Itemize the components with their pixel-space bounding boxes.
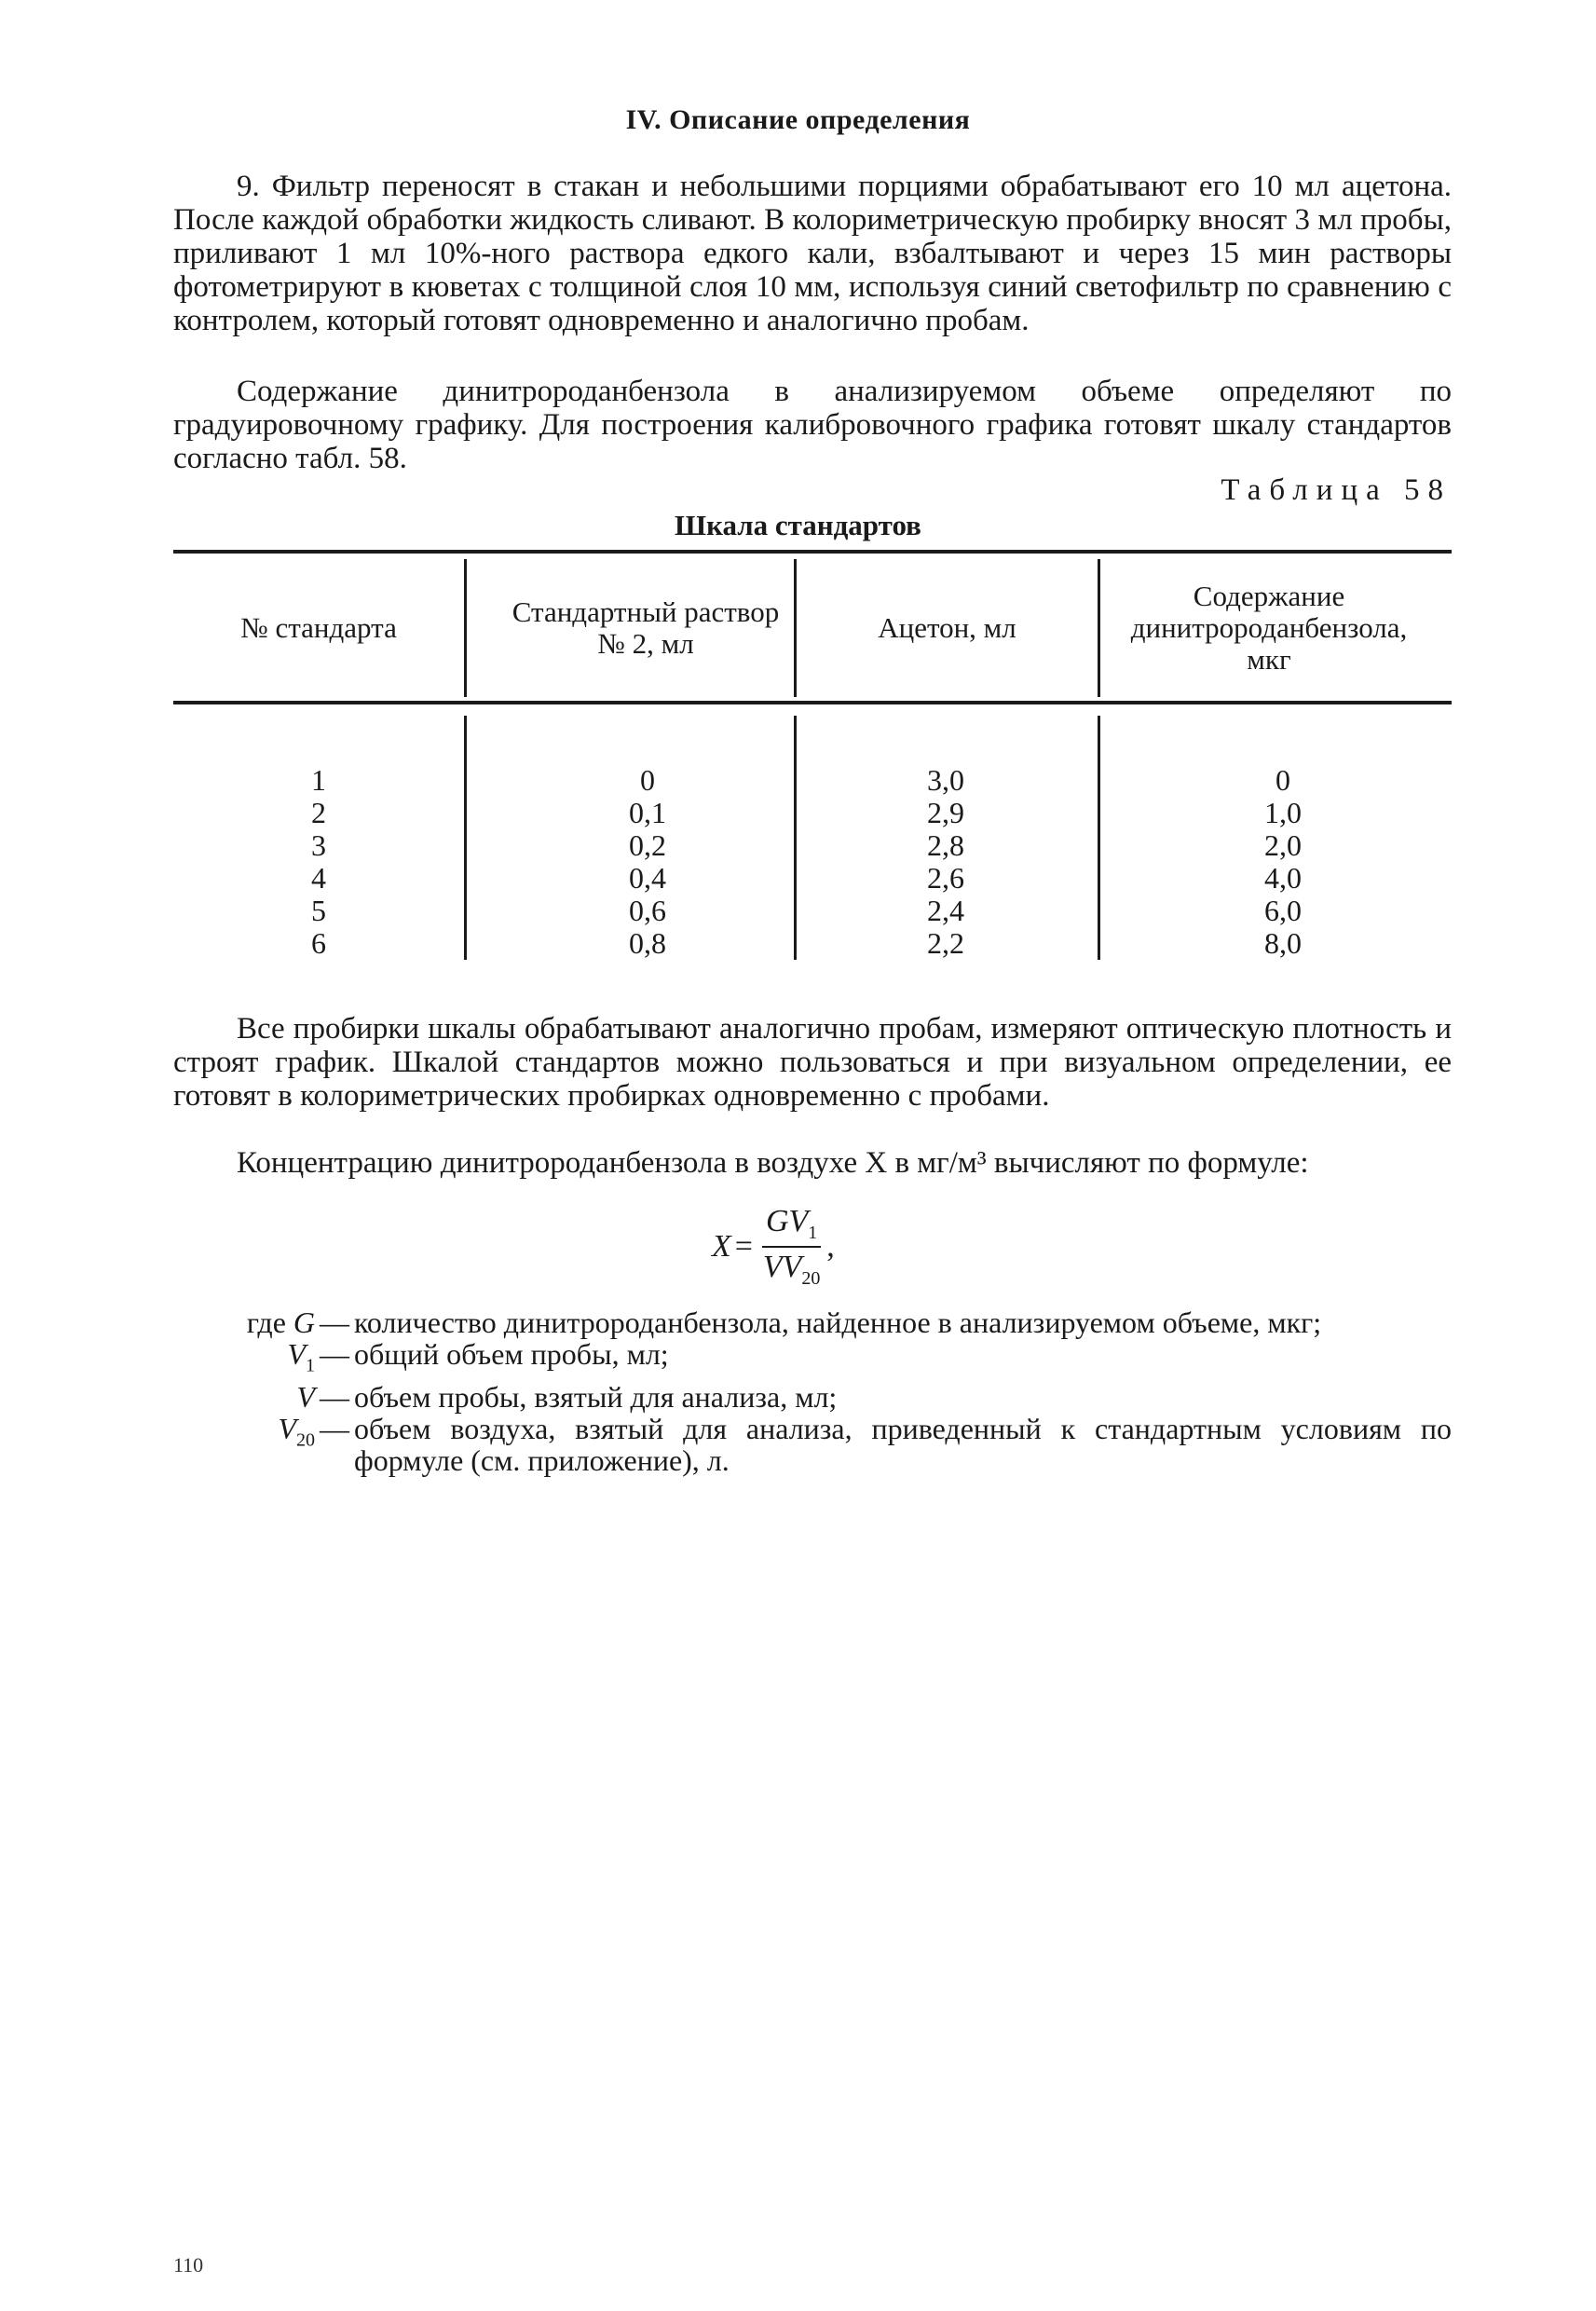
concentration-formula	[712, 1204, 835, 1290]
table-cell: 1,0	[1264, 796, 1302, 829]
table-cell: 8,0	[1264, 926, 1302, 960]
column-acetone-volume	[876, 764, 1016, 960]
table-cell: 2,4	[927, 894, 964, 927]
header-divider	[464, 559, 467, 697]
table-cell: 0	[640, 763, 655, 797]
formula-lhs: X	[712, 1228, 731, 1264]
table-cell: 0,2	[629, 828, 666, 862]
column-content	[1213, 764, 1353, 960]
table-cell: 2,6	[927, 861, 964, 895]
table-cell: 4,0	[1264, 861, 1302, 895]
column-standard-number	[173, 764, 464, 960]
table-cell: 2,8	[927, 828, 964, 862]
table-cell: 2,2	[927, 926, 964, 960]
paragraph-scale-usage: Все пробирки шкалы обрабатывают аналогично пробам, измеряют оптическую плотность и строят график. Шкалой стандартов можно пользоваться и при визуальном определении, ее готовят в колориметрических пробирках одновременно с пробами.	[173, 1012, 1452, 1113]
formula-denominator: $VV_{20}$	[762, 1249, 821, 1289]
header-standard-number: № стандарта	[240, 611, 397, 644]
variable-definitions	[173, 1306, 1452, 1476]
formula-equals: =	[734, 1228, 753, 1264]
table-cell: 4	[311, 861, 326, 895]
definition-row: $V_1$ — общий объем пробы, мл;	[287, 1337, 669, 1376]
body-divider	[1098, 716, 1100, 960]
paragraph-calibration: Содержание динитророданбензола в анализируемом объеме определяют по градуировочному графику. Для построения калибровочного графика готовят шкалу стандартов согласно табл. 58.	[173, 375, 1452, 475]
formula-fraction	[762, 1204, 821, 1290]
definition-row: где G — количество динитророданбензола, найденное в анализируемом объеме, мкг;	[246, 1306, 1322, 1339]
table-cell: 3,0	[927, 763, 964, 797]
table-cell: 0,6	[629, 894, 666, 927]
header-solution-volume: Стандартный раствор № 2, мл	[512, 595, 780, 660]
body-divider	[794, 716, 797, 960]
header-acetone-volume: Ацетон, мл	[878, 611, 1016, 644]
header-content: Содержание динитророданбензола, мкг	[1130, 580, 1408, 676]
formula-tail: ,	[826, 1228, 835, 1264]
table-cell: 0,4	[629, 861, 666, 895]
header-divider	[1098, 559, 1100, 697]
body-divider	[464, 716, 467, 960]
table-cell: 5	[311, 894, 326, 927]
paragraph-procedure: 9. Фильтр переносят в стакан и небольшими порциями обрабатывают его 10 мл ацетона. После каждой обработки жидкость сливают. В колориметрическую пробирку вносят 3 мл пробы, приливают 1 мл 10%-ного раствора едкого кали, взбалтывают и через 15 мин растворы фотометрируют в кюветах с толщиной слоя 10 мм, используя синий светофильтр по сравнению с контролем, который готовят одновременно и аналогично пробам.	[173, 170, 1452, 337]
table-cell: 2,9	[927, 796, 964, 829]
table-top-rule	[173, 550, 1452, 554]
table-cell: 1	[311, 763, 326, 797]
table-cell: 6	[311, 926, 326, 960]
table-cell: 3	[311, 828, 326, 862]
table-cell: 2	[311, 796, 326, 829]
table-header-rule	[173, 701, 1452, 704]
table-cell: 0,1	[629, 796, 666, 829]
definition-row: $V_{20}$ — объем воздуха, взятый для анализа, приведенный к стандартным условиям по формуле (см. приложение), л.	[278, 1412, 1452, 1478]
table-cell: 6,0	[1264, 894, 1302, 927]
table-cell: 2,0	[1264, 828, 1302, 862]
column-solution-volume	[578, 764, 717, 960]
table-caption: Шкала стандартов	[675, 509, 921, 541]
formula-numerator: $GV_1$	[762, 1204, 821, 1248]
definition-row: V — объем пробы, взятый для анализа, мл;	[296, 1380, 838, 1415]
table-cell: 0,8	[629, 926, 666, 960]
page-number: 110	[173, 2253, 204, 2277]
section-title: IV. Описание определения	[625, 104, 971, 135]
paragraph-concentration: Концентрацию динитророданбензола в воздухе X в мг/м³ вычисляют по формуле:	[237, 1146, 1309, 1180]
table-number: Таблица 58	[1221, 473, 1452, 507]
table-cell: 0	[1275, 763, 1290, 797]
